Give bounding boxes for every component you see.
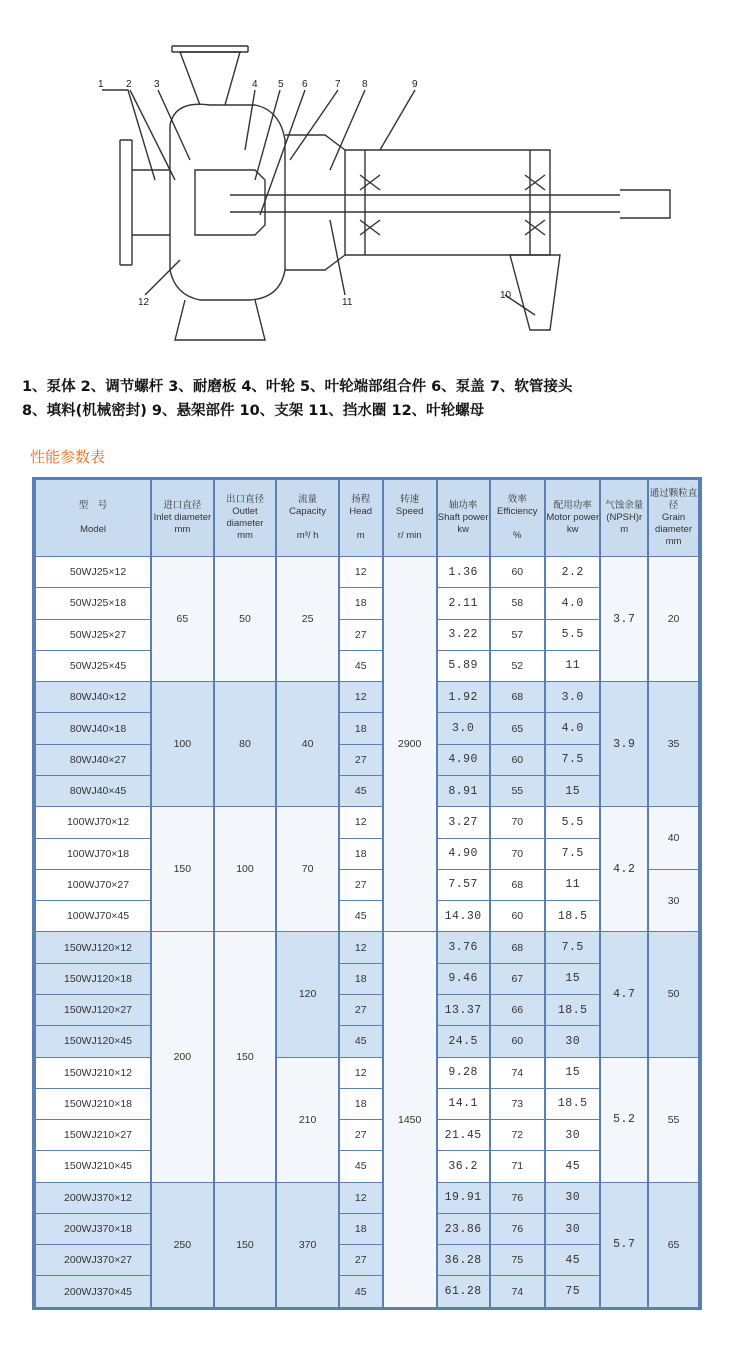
efficiency-cell: 67 [491,964,544,994]
efficiency-cell: 60 [491,901,544,931]
npsh-cell: 3.9 [601,682,647,806]
efficiency-cell: 65 [491,713,544,743]
table-row [36,807,698,837]
table-row [36,932,698,962]
shaft-power-cell: 3.0 [438,713,489,743]
pump-cross-section-diagram [80,30,700,350]
part-number-10: 10 [500,290,512,301]
efficiency-cell: 76 [491,1214,544,1244]
model-cell: 100WJ70×18 [36,839,150,869]
inlet-cell: 100 [152,682,213,806]
legend-line-1: 1、泵体 2、调节螺杆 3、耐磨板 4、叶轮 5、叶轮端部组合件 6、泵盖 7、软管接头 [22,379,573,395]
shaft-power-cell: 3.76 [438,932,489,962]
shaft-power-cell: 9.28 [438,1058,489,1088]
efficiency-cell: 66 [491,995,544,1025]
shaft-power-cell: 36.2 [438,1151,489,1181]
model-cell: 150WJ120×18 [36,964,150,994]
part-number-12: 12 [138,297,150,308]
inlet-cell: 150 [152,807,213,931]
head-cell: 12 [340,1058,382,1088]
outlet-cell: 150 [215,1183,276,1307]
shaft-power-cell: 13.37 [438,995,489,1025]
part-number-8: 8 [362,79,368,90]
efficiency-cell: 60 [491,745,544,775]
table-row [36,713,698,743]
table-row [36,1214,698,1244]
header-efficiency: 效率 Efficiency % [491,480,544,556]
legend-line-2: 8、填料(机械密封) 9、悬架部件 10、支架 11、挡水圈 12、叶轮螺母 [22,403,485,419]
head-cell: 27 [340,1245,382,1275]
head-cell: 18 [340,964,382,994]
table-row [36,1183,698,1213]
model-cell: 150WJ210×12 [36,1058,150,1088]
part-number-6: 6 [302,79,308,90]
motor-power-cell: 2.2 [546,557,599,587]
motor-power-cell: 30 [546,1183,599,1213]
grain-cell: 35 [649,682,698,806]
head-cell: 45 [340,1276,382,1307]
table-row [36,870,698,900]
efficiency-cell: 52 [491,651,544,681]
motor-power-cell: 18.5 [546,1089,599,1119]
table-row [36,1026,698,1056]
speed-cell: 2900 [384,557,436,931]
motor-power-cell: 30 [546,1120,599,1150]
motor-power-cell: 18.5 [546,995,599,1025]
motor-power-cell: 45 [546,1151,599,1181]
speed-cell: 1450 [384,932,436,1307]
efficiency-cell: 68 [491,870,544,900]
head-cell: 27 [340,995,382,1025]
capacity-cell: 70 [277,807,338,931]
head-cell: 12 [340,682,382,712]
shaft-power-cell: 3.27 [438,807,489,837]
header-motor-power: 配用功率 Motor power kw [546,480,599,556]
shaft-power-cell: 14.1 [438,1089,489,1119]
efficiency-cell: 68 [491,932,544,962]
table-row [36,745,698,775]
shaft-power-cell: 24.5 [438,1026,489,1056]
model-cell: 150WJ120×45 [36,1026,150,1056]
efficiency-cell: 60 [491,557,544,587]
model-cell: 200WJ370×45 [36,1276,150,1307]
model-cell: 150WJ120×12 [36,932,150,962]
npsh-cell: 3.7 [601,557,647,681]
motor-power-cell: 75 [546,1276,599,1307]
inlet-cell: 65 [152,557,213,681]
npsh-cell: 5.7 [601,1183,647,1307]
head-cell: 45 [340,1151,382,1181]
npsh-cell: 4.7 [601,932,647,1056]
motor-power-cell: 15 [546,1058,599,1088]
efficiency-cell: 55 [491,776,544,806]
model-cell: 100WJ70×27 [36,870,150,900]
motor-power-cell: 11 [546,870,599,900]
parts-legend [22,375,732,423]
motor-power-cell: 7.5 [546,932,599,962]
motor-power-cell: 11 [546,651,599,681]
outlet-cell: 50 [215,557,276,681]
efficiency-cell: 75 [491,1245,544,1275]
shaft-power-cell: 61.28 [438,1276,489,1307]
motor-power-cell: 4.0 [546,588,599,618]
shaft-power-cell: 4.90 [438,745,489,775]
header-npsh: 气蚀余量 (NPSH)r m [601,480,647,556]
table-row [36,964,698,994]
shaft-power-cell: 23.86 [438,1214,489,1244]
model-cell: 200WJ370×12 [36,1183,150,1213]
model-cell: 80WJ40×18 [36,713,150,743]
head-cell: 18 [340,588,382,618]
motor-power-cell: 30 [546,1214,599,1244]
table-row [36,682,698,712]
capacity-cell: 120 [277,932,338,1056]
header-outlet: 出口直径 Outlet diameter mm [215,480,276,556]
head-cell: 12 [340,557,382,587]
efficiency-cell: 73 [491,1089,544,1119]
head-cell: 12 [340,1183,382,1213]
table-row [36,620,698,650]
table-row [36,1276,698,1307]
grain-cell: 20 [649,557,698,681]
table-row [36,995,698,1025]
motor-power-cell: 15 [546,776,599,806]
shaft-power-cell: 14.30 [438,901,489,931]
model-cell: 50WJ25×12 [36,557,150,587]
grain-cell: 30 [649,870,698,932]
shaft-power-cell: 3.22 [438,620,489,650]
motor-power-cell: 18.5 [546,901,599,931]
part-number-5: 5 [278,79,284,90]
efficiency-cell: 58 [491,588,544,618]
shaft-power-cell: 21.45 [438,1120,489,1150]
model-cell: 200WJ370×18 [36,1214,150,1244]
model-cell: 150WJ210×45 [36,1151,150,1181]
motor-power-cell: 7.5 [546,839,599,869]
head-cell: 45 [340,776,382,806]
table-row [36,901,698,931]
model-cell: 150WJ120×27 [36,995,150,1025]
outlet-cell: 100 [215,807,276,931]
header-model: 型 号 Model [36,480,150,556]
shaft-power-cell: 7.57 [438,870,489,900]
efficiency-cell: 76 [491,1183,544,1213]
model-cell: 80WJ40×12 [36,682,150,712]
header-head: 扬程 Head m [340,480,382,556]
model-cell: 80WJ40×45 [36,776,150,806]
table-row [36,776,698,806]
part-number-7: 7 [335,79,341,90]
table-row [36,1058,698,1088]
part-number-4: 4 [252,79,258,90]
efficiency-cell: 71 [491,1151,544,1181]
head-cell: 27 [340,1120,382,1150]
shaft-power-cell: 36.28 [438,1245,489,1275]
grain-cell: 65 [649,1183,698,1307]
capacity-cell: 40 [277,682,338,806]
shaft-power-cell: 1.36 [438,557,489,587]
head-cell: 45 [340,1026,382,1056]
efficiency-cell: 70 [491,807,544,837]
motor-power-cell: 15 [546,964,599,994]
efficiency-cell: 72 [491,1120,544,1150]
inlet-cell: 200 [152,932,213,1181]
shaft-power-cell: 2.11 [438,588,489,618]
header-inlet: 进口直径 Inlet diameter mm [152,480,213,556]
header-shaft-power: 轴功率 Shaft power kw [438,480,489,556]
motor-power-cell: 7.5 [546,745,599,775]
model-cell: 150WJ210×27 [36,1120,150,1150]
model-cell: 50WJ25×27 [36,620,150,650]
npsh-cell: 4.2 [601,807,647,931]
model-cell: 50WJ25×18 [36,588,150,618]
table-row [36,1151,698,1181]
shaft-power-cell: 4.90 [438,839,489,869]
motor-power-cell: 45 [546,1245,599,1275]
header-grain-diameter: 通过颗粒直径 Grain diameter mm [649,480,698,556]
table-row [36,1245,698,1275]
header-speed: 转速 Speed r/ min [384,480,436,556]
npsh-cell: 5.2 [601,1058,647,1182]
shaft-power-cell: 1.92 [438,682,489,712]
efficiency-cell: 70 [491,839,544,869]
model-cell: 80WJ40×27 [36,745,150,775]
grain-cell: 50 [649,932,698,1056]
shaft-power-cell: 5.89 [438,651,489,681]
part-number-2: 2 [126,79,132,90]
efficiency-cell: 60 [491,1026,544,1056]
head-cell: 45 [340,901,382,931]
head-cell: 27 [340,870,382,900]
table-row [36,1120,698,1150]
head-cell: 27 [340,745,382,775]
part-number-3: 3 [154,79,160,90]
model-cell: 50WJ25×45 [36,651,150,681]
grain-cell: 40 [649,807,698,869]
outlet-cell: 80 [215,682,276,806]
model-cell: 100WJ70×45 [36,901,150,931]
model-cell: 100WJ70×12 [36,807,150,837]
motor-power-cell: 3.0 [546,682,599,712]
shaft-power-cell: 8.91 [438,776,489,806]
head-cell: 18 [340,839,382,869]
performance-table [32,477,702,1310]
head-cell: 45 [340,651,382,681]
table-row [36,651,698,681]
efficiency-cell: 74 [491,1058,544,1088]
head-cell: 12 [340,932,382,962]
efficiency-cell: 68 [491,682,544,712]
model-cell: 200WJ370×27 [36,1245,150,1275]
inlet-cell: 250 [152,1183,213,1307]
section-title: 性能参数表 [30,448,106,466]
model-cell: 150WJ210×18 [36,1089,150,1119]
shaft-power-cell: 9.46 [438,964,489,994]
part-number-1: 1 [98,79,104,90]
motor-power-cell: 4.0 [546,713,599,743]
motor-power-cell: 30 [546,1026,599,1056]
motor-power-cell: 5.5 [546,620,599,650]
table-row [36,588,698,618]
part-number-11: 11 [342,297,353,308]
part-number-9: 9 [412,79,418,90]
shaft-power-cell: 19.91 [438,1183,489,1213]
capacity-cell: 370 [277,1183,338,1307]
efficiency-cell: 74 [491,1276,544,1307]
header-capacity: 流量 Capacity m³/ h [277,480,338,556]
table-row [36,557,698,587]
head-cell: 27 [340,620,382,650]
head-cell: 12 [340,807,382,837]
motor-power-cell: 5.5 [546,807,599,837]
outlet-cell: 150 [215,932,276,1181]
grain-cell: 55 [649,1058,698,1182]
table-header-row [36,480,698,556]
efficiency-cell: 57 [491,620,544,650]
head-cell: 18 [340,713,382,743]
capacity-cell: 210 [277,1058,338,1182]
table-row [36,1089,698,1119]
head-cell: 18 [340,1089,382,1119]
capacity-cell: 25 [277,557,338,681]
table-row [36,839,698,869]
head-cell: 18 [340,1214,382,1244]
